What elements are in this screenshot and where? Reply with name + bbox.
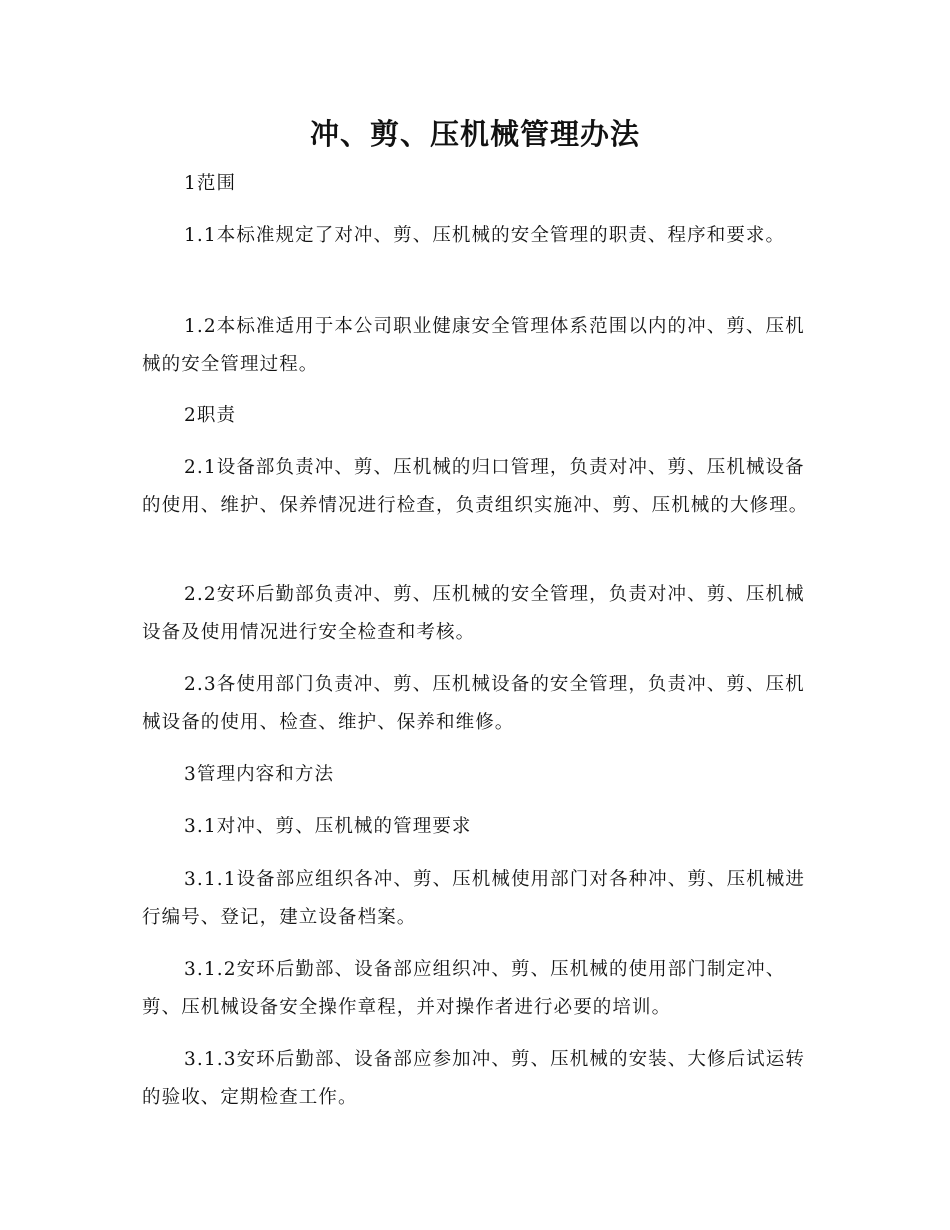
paragraph-2-3: 2.3各使用部门负责冲、剪、压机械设备的安全管理，负责冲、剪、压机械设备的使用、检查、维护、保养和维修。	[142, 674, 805, 733]
paragraph-1-1: 1.1本标准规定了对冲、剪、压机械的安全管理的职责、程序和要求。	[184, 225, 786, 246]
paragraph-3-1-3: 3.1.3安环后勤部、设备部应参加冲、剪、压机械的安装、大修后试运转的验收、定期检查工作。	[142, 1049, 805, 1108]
section-heading-2: 2职责	[184, 405, 237, 426]
paragraph-3-1-2: 3.1.2安环后勤部、设备部应组织冲、剪、压机械的使用部门制定冲、剪、压机械设备安全操作章程，并对操作者进行必要的培训。	[142, 959, 786, 1018]
paragraph-3-1: 3.1对冲、剪、压机械的管理要求	[184, 816, 472, 837]
section-heading-1: 1范围	[184, 173, 237, 194]
section-heading-3: 3管理内容和方法	[184, 764, 335, 785]
paragraph-2-1: 2.1设备部负责冲、剪、压机械的归口管理，负责对冲、剪、压机械设备的使用、维护、保养情况进行检查，负责组织实施冲、剪、压机械的大修理。	[142, 457, 809, 516]
document-title: 冲、剪、压机械管理办法	[309, 117, 640, 151]
paragraph-1-2: 1.2本标准适用于本公司职业健康安全管理体系范围以内的冲、剪、压机械的安全管理过程。	[142, 316, 805, 375]
paragraph-2-2: 2.2安环后勤部负责冲、剪、压机械的安全管理，负责对冲、剪、压机械设备及使用情况进行安全检查和考核。	[142, 584, 805, 643]
paragraph-3-1-1: 3.1.1设备部应组织各冲、剪、压机械使用部门对各种冲、剪、压机械进行编号、登记，建立设备档案。	[142, 869, 805, 928]
